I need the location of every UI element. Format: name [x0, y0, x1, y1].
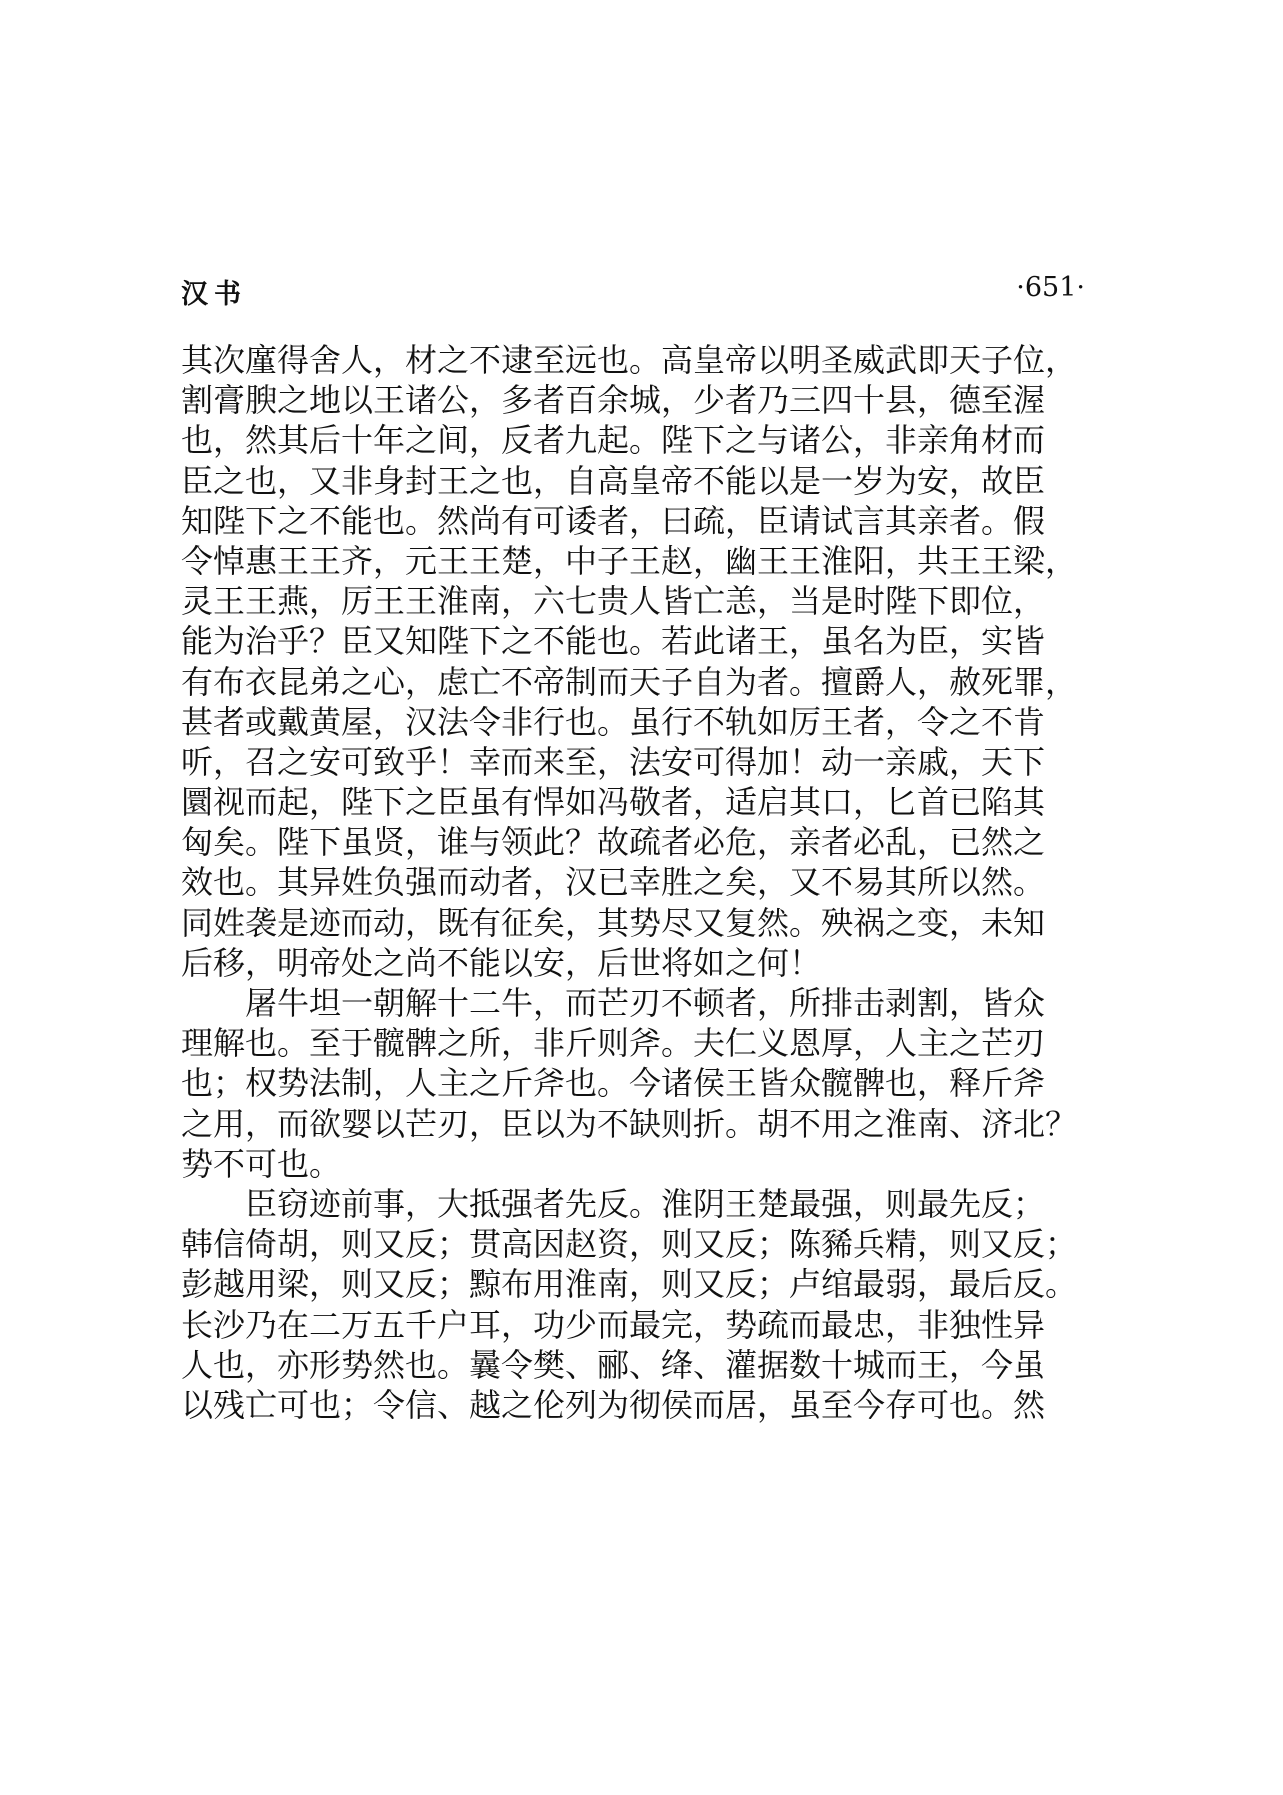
text-line: 人也，亦形势然也。曩令樊、郦、绛、灌据数十城而王，今虽 — [181, 1345, 1046, 1384]
text-line: 同姓袭是迹而动，既有征矣，其势尽又复然。殃祸之变，未知 — [181, 903, 1046, 942]
text-line: 屠牛坦一朝解十二牛，而芒刃不顿者，所排击剥割，皆众 — [245, 984, 1046, 1022]
page-header — [181, 272, 1085, 312]
text-line: 其次廑得舍人，材之不逮至远也。高皇帝以明圣威武即天子位， — [181, 341, 1078, 379]
text-line: 以残亡可也；令信、越之伦列为彻侯而居，虽至今存可也。然 — [181, 1385, 1046, 1424]
text-line: 圜视而起，陛下之臣虽有悍如冯敬者，适启其口，匕首已陷其 — [181, 783, 1046, 822]
book-title: 汉书 — [181, 279, 247, 310]
text-line: 彭越用梁，则又反；黥布用淮南，则又反；卢绾最弱，最后反。 — [181, 1265, 1078, 1304]
text-line: 也；权势法制，人主之斤斧也。今诸侯王皆众髋髀也，释斤斧 — [181, 1064, 1046, 1103]
text-line: 韩信倚胡，则又反；贯高因赵资，则又反；陈豨兵精，则又反； — [181, 1225, 1078, 1264]
text-line: 知陛下之不能也。然尚有可诿者，曰疏，臣请试言其亲者。假 — [181, 501, 1046, 540]
text-line: 灵王王燕，厉王王淮南，六七贵人皆亡恙，当是时陛下即位， — [181, 582, 1046, 621]
text-line: 能为治乎？臣又知陛下之不能也。若此诸王，虽名为臣，实皆 — [181, 622, 1046, 661]
text-line: 理解也。至于髋髀之所，非斤则斧。夫仁义恩厚，人主之芒刃 — [181, 1024, 1046, 1063]
text-line: 臣窃迹前事，大抵强者先反。淮阴王楚最强，则最先反； — [245, 1184, 1046, 1223]
text-line: 有布衣昆弟之心，虑亡不帝制而天子自为者。擅爵人，赦死罪， — [181, 662, 1078, 701]
text-line: 割膏腴之地以王诸公，多者百余城，少者乃三四十县，德至渥 — [181, 381, 1046, 420]
body-text — [181, 340, 1085, 1425]
text-line: 势不可也。 — [181, 1144, 342, 1183]
text-line: 长沙乃在二万五千户耳，功少而最完，势疏而最忠，非独性异 — [181, 1305, 1046, 1344]
text-line: 也，然其后十年之间，反者九起。陛下之与诸公，非亲角材而 — [181, 421, 1046, 460]
text-line: 匈矣。陛下虽贤，谁与领此？故疏者必危，亲者必乱，已然之 — [181, 823, 1046, 862]
text-line: 后移，明帝处之尚不能以安，后世将如之何！ — [181, 943, 822, 982]
text-line: 甚者或戴黄屋，汉法令非行也。虽行不轨如厉王者，令之不肯 — [181, 702, 1046, 741]
text-line: 听，召之安可致乎！幸而来至，法安可得加！动一亲戚，天下 — [181, 742, 1046, 781]
page-number: ·651· — [1016, 272, 1085, 303]
text-line: 效也。其异姓负强而动者，汉已幸胜之矣，又不易其所以然。 — [181, 863, 1046, 902]
text-line: 臣之也，又非身封王之也，自高皇帝不能以是一岁为安，故臣 — [181, 461, 1046, 500]
text-line: 之用，而欲婴以芒刃，臣以为不缺则折。胡不用之淮南、济北？ — [181, 1104, 1078, 1143]
text-line: 令悼惠王王齐，元王王楚，中子王赵，幽王王淮阳，共王王梁， — [181, 541, 1078, 580]
